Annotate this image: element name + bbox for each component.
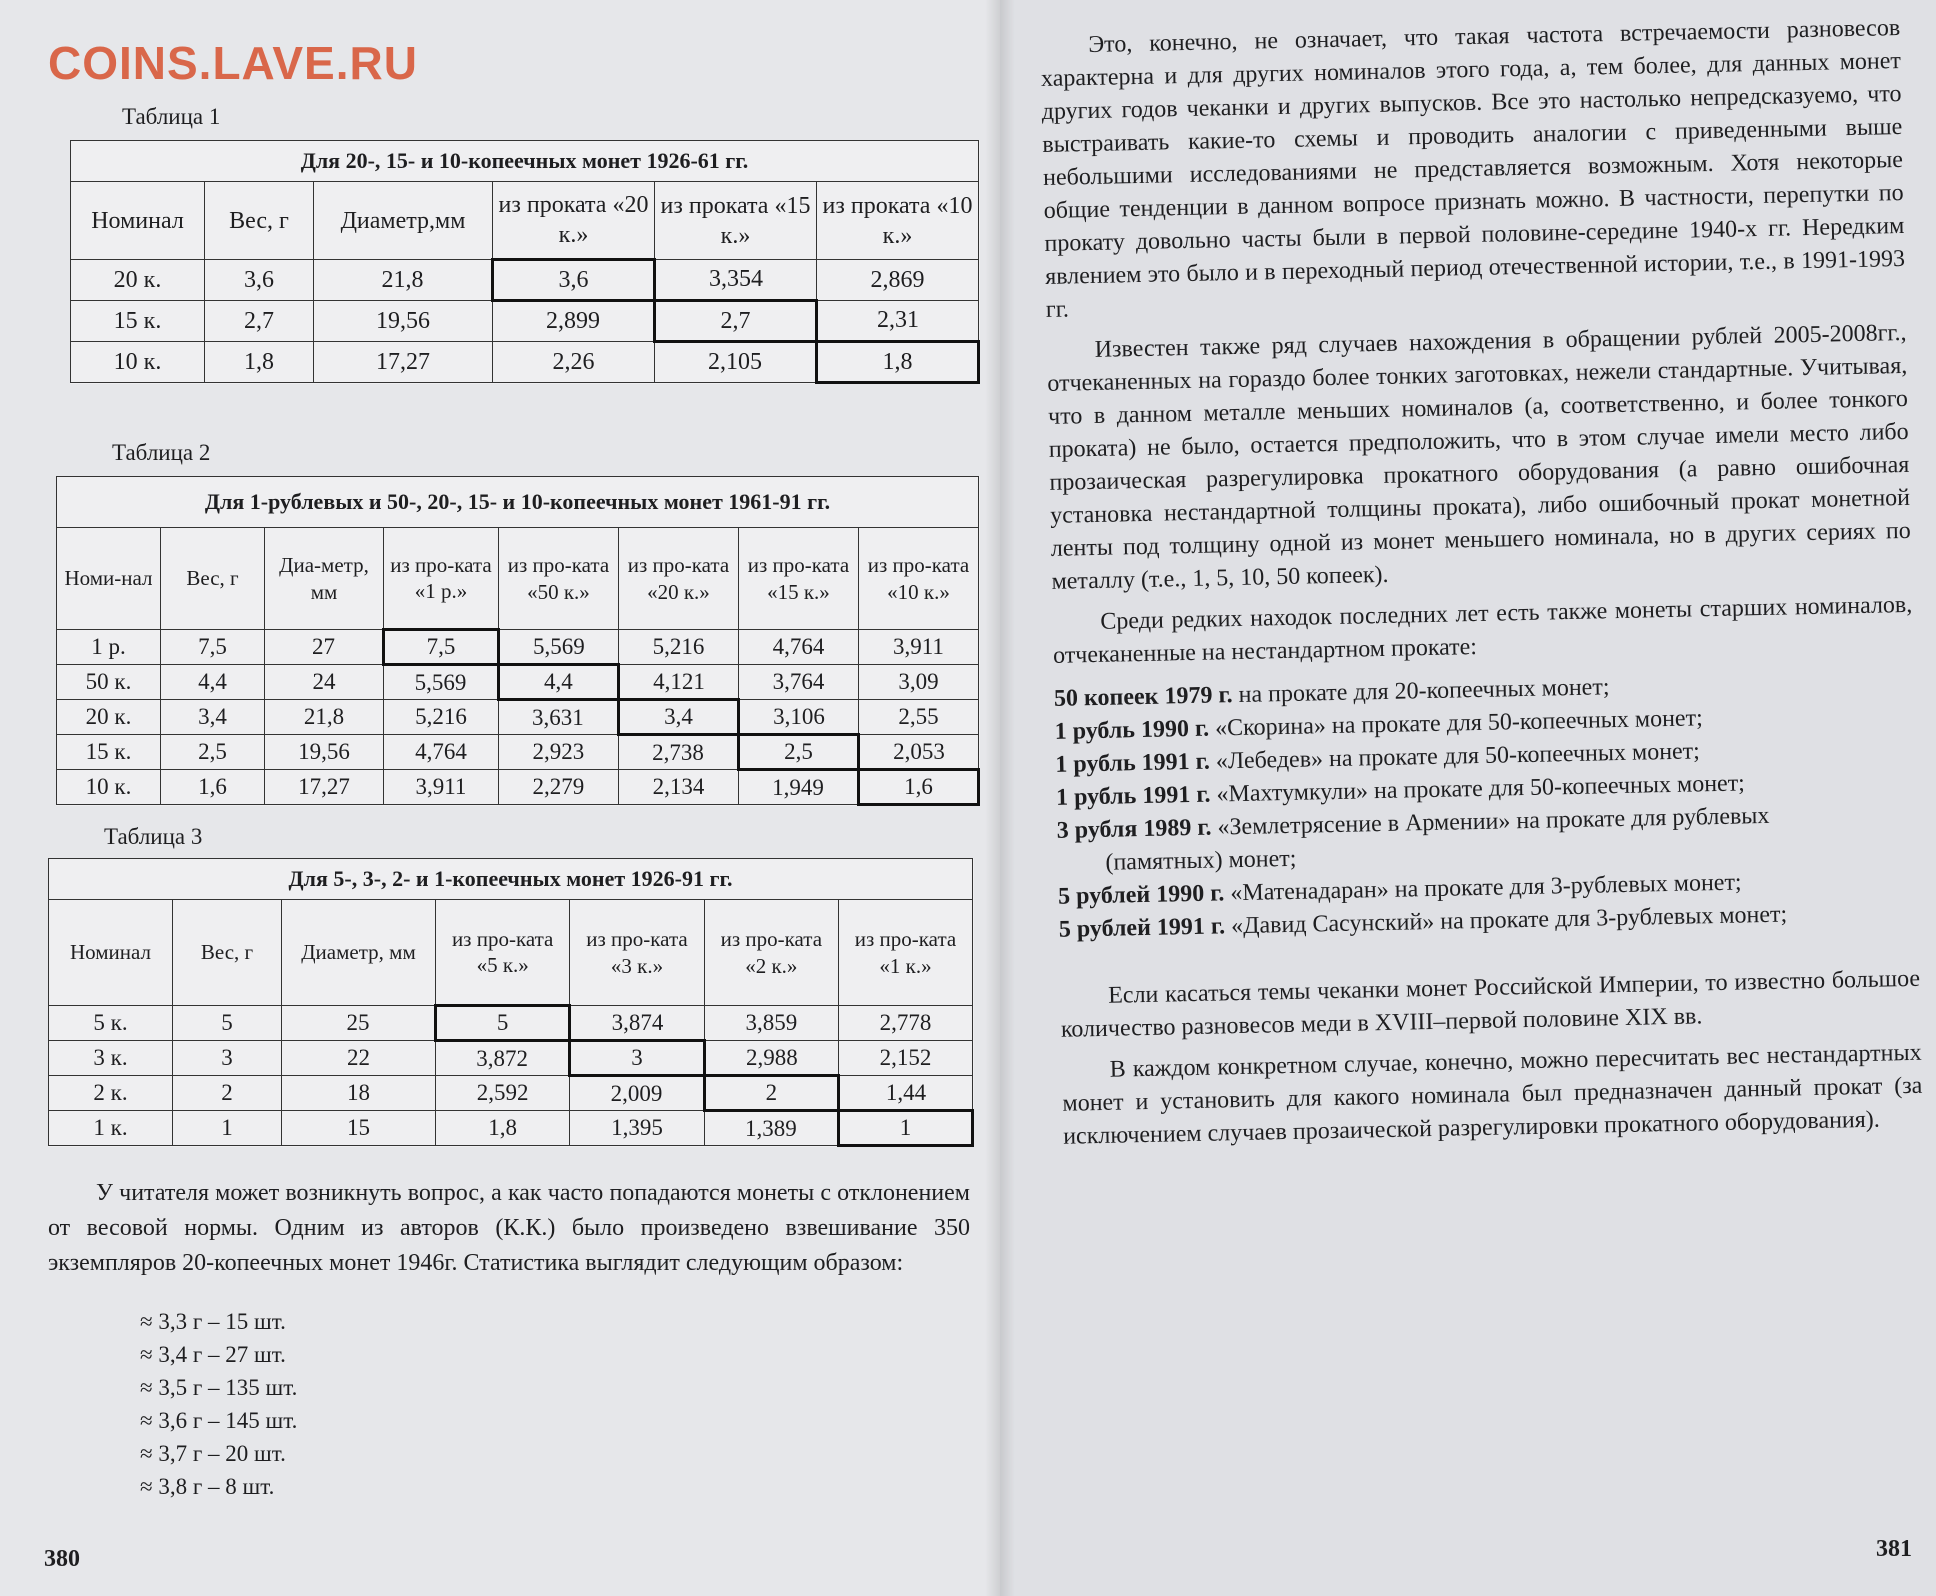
table-cell: 2,279 [498,770,618,805]
table-cell-highlight: 1 [838,1111,972,1146]
table-cell: 2,923 [498,735,618,770]
table-cell: 1,6 [161,770,265,805]
table-cell: 3 к. [49,1041,173,1076]
table-cell: 21,8 [314,260,493,301]
table-cell: 2 к. [49,1076,173,1111]
paragraph: Известен также ряд случаев нахождения в обращении рублей 2005-2008гг., отчеканенных на гораздо более тонких заготовках, нежели стандартные. Учитывая, что в данном металле меньших номиналов (а, соответственно, и более тонкого проката) не было, остается предположить, что в этом случае имели место либо прозаическая разрегулировка прокатного оборудования (а равно ошибочная установка нестандартной толщины проката), либо ошибочный прокат монетной ленты под толщину одной из монет меньшего номинала, но в других сериях по металлу (т.е., 1, 5, 10, 50 копеек). [1047,319,1911,595]
list-item-bold: 5 рублей 1991 г. [1058,913,1226,943]
list-item: ≈ 3,7 г – 20 шт. [140,1441,286,1466]
table-cell: 3,106 [738,700,858,735]
table2-header: Номи-нал [57,528,161,630]
page-number-left: 380 [44,1546,80,1572]
table-cell: 2,592 [436,1076,570,1111]
table-cell: 2,053 [858,735,978,770]
weight-stats-list [140,1305,297,1503]
table-cell: 4,764 [384,735,499,770]
table-cell: 1 к. [49,1111,173,1146]
list-item-bold: 50 копеек 1979 г. [1053,682,1233,712]
table-row [57,665,979,700]
table-cell: 3,872 [436,1041,570,1076]
table-cell: 15 [282,1111,436,1146]
table2-caption: Таблица 2 [112,440,211,465]
table-cell: 3,911 [858,630,978,665]
table-row [57,770,979,805]
table1-header: из проката «20 к.» [493,182,655,260]
list-item-text: на прокате для 20-копеечных монет; [1232,674,1610,709]
table-cell: 1,8 [205,342,314,383]
table-cell: 2,105 [655,342,817,383]
table3-header: из про-ката «3 к.» [570,900,704,1006]
table3-header: из про-ката «1 к.» [838,900,972,1006]
list-item-bold: 3 рубля 1989 г. [1056,814,1212,844]
table-cell: 5 [173,1006,282,1041]
list-item-bold: 1 рубль 1990 г. [1054,715,1210,745]
table-cell: 3,354 [655,260,817,301]
table-cell: 2 [173,1076,282,1111]
list-item: ≈ 3,3 г – 15 шт. [140,1309,286,1334]
table-cell: 21,8 [265,700,384,735]
table-row [57,630,979,665]
list-item-bold: 5 рублей 1990 г. [1057,880,1225,910]
list-item-text: «Лебедев» на прокате для 50-копеечных монет; [1209,738,1701,775]
table2-header: из про-ката «15 к.» [738,528,858,630]
table-cell: 1 р. [57,630,161,665]
table-cell: 24 [265,665,384,700]
table-cell: 10 к. [71,342,205,383]
table1-header: Вес, г [205,182,314,260]
list-item: ≈ 3,8 г – 8 шт. [140,1474,275,1499]
table-cell: 19,56 [265,735,384,770]
table2-header: из про-ката «1 р.» [384,528,499,630]
table-row [57,735,979,770]
table-cell: 20 к. [57,700,161,735]
table-row [49,1111,973,1146]
table-cell: 1,44 [838,1076,972,1111]
table-cell: 4,764 [738,630,858,665]
paragraph: Это, конечно, не означает, что такая частота встречаемости разновесов характерна и для других номиналов этого года, а, тем более, для данных монет других годов чеканки и других выпусков. Все это настолько непредсказуемо, что выстраивать какие-то схемы и проводить аналогии с приведенными выше небольшими исследованиями не представляется возможным. Хотя некоторые общие тенденции в данном вопросе признать можно. В частности, перепутки по прокату довольно часты были в первой половине-середине 1940-х гг. Нередким явлением это было и в переходный период отечественной истории, т.е., в 1991-1993 гг. [1040,14,1906,323]
table-cell-highlight: 1,8 [817,342,979,383]
table3-title: Для 5-, 3-, 2- и 1-копеечных монет 1926-91 гг. [49,859,973,900]
table-cell: 1,395 [570,1111,704,1146]
table-row [71,301,979,342]
table-cell: 18 [282,1076,436,1111]
table-cell: 2,7 [205,301,314,342]
list-item: ≈ 3,6 г – 145 шт. [140,1408,298,1433]
table2-header: Вес, г [161,528,265,630]
list-item-text: «Махтумкули» на прокате для 50-копеечных монет; [1210,770,1746,808]
list-item: ≈ 3,5 г – 135 шт. [140,1375,298,1400]
table-cell: 3 [173,1041,282,1076]
table-cell: 2,5 [161,735,265,770]
list-item: ≈ 3,4 г – 27 шт. [140,1342,286,1367]
table-cell: 7,5 [161,630,265,665]
list-item-continuation: (памятных) монет; [1105,845,1297,876]
table-cell: 5,216 [384,700,499,735]
table-cell: 5 к. [49,1006,173,1041]
table3-header: из про-ката «5 к.» [436,900,570,1006]
table-cell: 1,949 [738,770,858,805]
table-cell: 2,134 [618,770,738,805]
table-cell-highlight: 5 [436,1006,570,1041]
table-cell-highlight: 3 [570,1041,704,1076]
table-cell-highlight: 2,7 [655,301,817,342]
table-cell: 2,26 [493,342,655,383]
table-row [71,342,979,383]
table-cell: 2,869 [817,260,979,301]
table-cell: 50 к. [57,665,161,700]
table-cell: 3,6 [205,260,314,301]
list-item-text: «Скорина» на прокате для 50-копеечных монет; [1208,705,1703,742]
page-number-right: 381 [1876,1536,1912,1562]
table-cell: 3,764 [738,665,858,700]
table-cell-highlight: 3,6 [493,260,655,301]
table-row [57,700,979,735]
table-cell: 17,27 [265,770,384,805]
table1-header: из проката «15 к.» [655,182,817,260]
table2-header: Диа-метр, мм [265,528,384,630]
table-cell: 3,911 [384,770,499,805]
table-cell: 2,899 [493,301,655,342]
paragraph: Если касаться темы чеканки монет Российской Империи, то известно большое количество разновесов меди в XVIII–первой половине XIX вв. [1060,965,1921,1043]
table-cell-highlight: 2 [704,1076,838,1111]
table3-caption: Таблица 3 [104,824,203,849]
table-cell: 2,778 [838,1006,972,1041]
table3-header: Вес, г [173,900,282,1006]
table-3 [48,858,974,1147]
table-cell: 15 к. [71,301,205,342]
table2-title: Для 1-рублевых и 50-, 20-, 15- и 10-копеечных монет 1961-91 гг. [57,477,979,528]
table-1 [70,140,980,384]
table2-header: из про-ката «20 к.» [618,528,738,630]
paragraph: Среди редких находок последних лет есть также монеты старших номиналов, отчеканенные на нестандартном прокате: [1052,591,1913,669]
table-cell-highlight: 3,4 [618,700,738,735]
table1-header: Диаметр,мм [314,182,493,260]
table-row [49,1076,973,1111]
table1-caption: Таблица 1 [122,104,221,129]
list-item-bold: 1 рубль 1991 г. [1055,781,1211,811]
table-cell: 2,31 [817,301,979,342]
table3-header: Диаметр, мм [282,900,436,1006]
table2-header: из про-ката «10 к.» [858,528,978,630]
list-item-text: «Давид Сасунский» на прокате для 3-рублевых монет; [1224,901,1788,940]
table-cell: 1 [173,1111,282,1146]
table-cell: 1,8 [436,1111,570,1146]
table-cell: 2,988 [704,1041,838,1076]
table-cell: 1,389 [704,1111,838,1146]
table-cell: 3,859 [704,1006,838,1041]
table-cell: 19,56 [314,301,493,342]
list-item-text: «Матенадаран» на прокате для 3-рублевых монет; [1224,869,1742,907]
table-row [71,260,979,301]
paragraph: В каждом конкретном случае, конечно, можно пересчитать вес нестандартных монет и установить для какого номинала был предназначен данный прокат (за исключением случаев прозаической разрегулировки прокатного оборудования). [1062,1039,1923,1150]
table-cell: 4,4 [161,665,265,700]
list-item-bold: 1 рубль 1991 г. [1055,748,1211,778]
table-cell: 2,009 [570,1076,704,1111]
right-page-text [1040,12,1924,1162]
table3-header: Номинал [49,900,173,1006]
table-cell-highlight: 1,6 [858,770,978,805]
table-cell: 2,55 [858,700,978,735]
table1-title: Для 20-, 15- и 10-копеечных монет 1926-61 гг. [71,141,979,182]
table-cell-highlight: 7,5 [384,630,499,665]
table-cell: 2,738 [618,735,738,770]
list-item-text: «Землетрясение в Армении» на прокате для рублевых [1211,802,1770,841]
table-2 [56,476,980,806]
table-cell: 3,631 [498,700,618,735]
table-cell: 20 к. [71,260,205,301]
table-cell: 3,874 [570,1006,704,1041]
table-row [49,1006,973,1041]
left-paragraph [48,1176,970,1281]
table-cell-highlight: 4,4 [498,665,618,700]
table2-header: из про-ката «50 к.» [498,528,618,630]
table1-header: из проката «10 к.» [817,182,979,260]
table-cell: 3,4 [161,700,265,735]
table-cell: 4,121 [618,665,738,700]
table1-header: Номинал [71,182,205,260]
table-cell: 3,09 [858,665,978,700]
table-cell: 5,216 [618,630,738,665]
watermark: COINS.LAVE.RU [48,37,418,89]
book-gutter [985,0,1015,1596]
table-cell: 10 к. [57,770,161,805]
table-cell: 2,152 [838,1041,972,1076]
table-cell: 5,569 [498,630,618,665]
table-cell: 25 [282,1006,436,1041]
table-cell: 22 [282,1041,436,1076]
table3-header: из про-ката «2 к.» [704,900,838,1006]
table-row [49,1041,973,1076]
rare-coins-list [1054,665,1919,947]
table-cell: 5,569 [384,665,499,700]
table-cell-highlight: 2,5 [738,735,858,770]
table-cell: 27 [265,630,384,665]
table-cell: 15 к. [57,735,161,770]
left-paragraph-text: У читателя может возникнуть вопрос, а как часто попадаются монеты с отклонением от весовой нормы. Одним из авторов (К.К.) было произведено взвешивание 350 экземпляров 20-копеечных монет 1946г. Статистика выглядит следующим образом: [48,1180,970,1276]
table-cell: 17,27 [314,342,493,383]
